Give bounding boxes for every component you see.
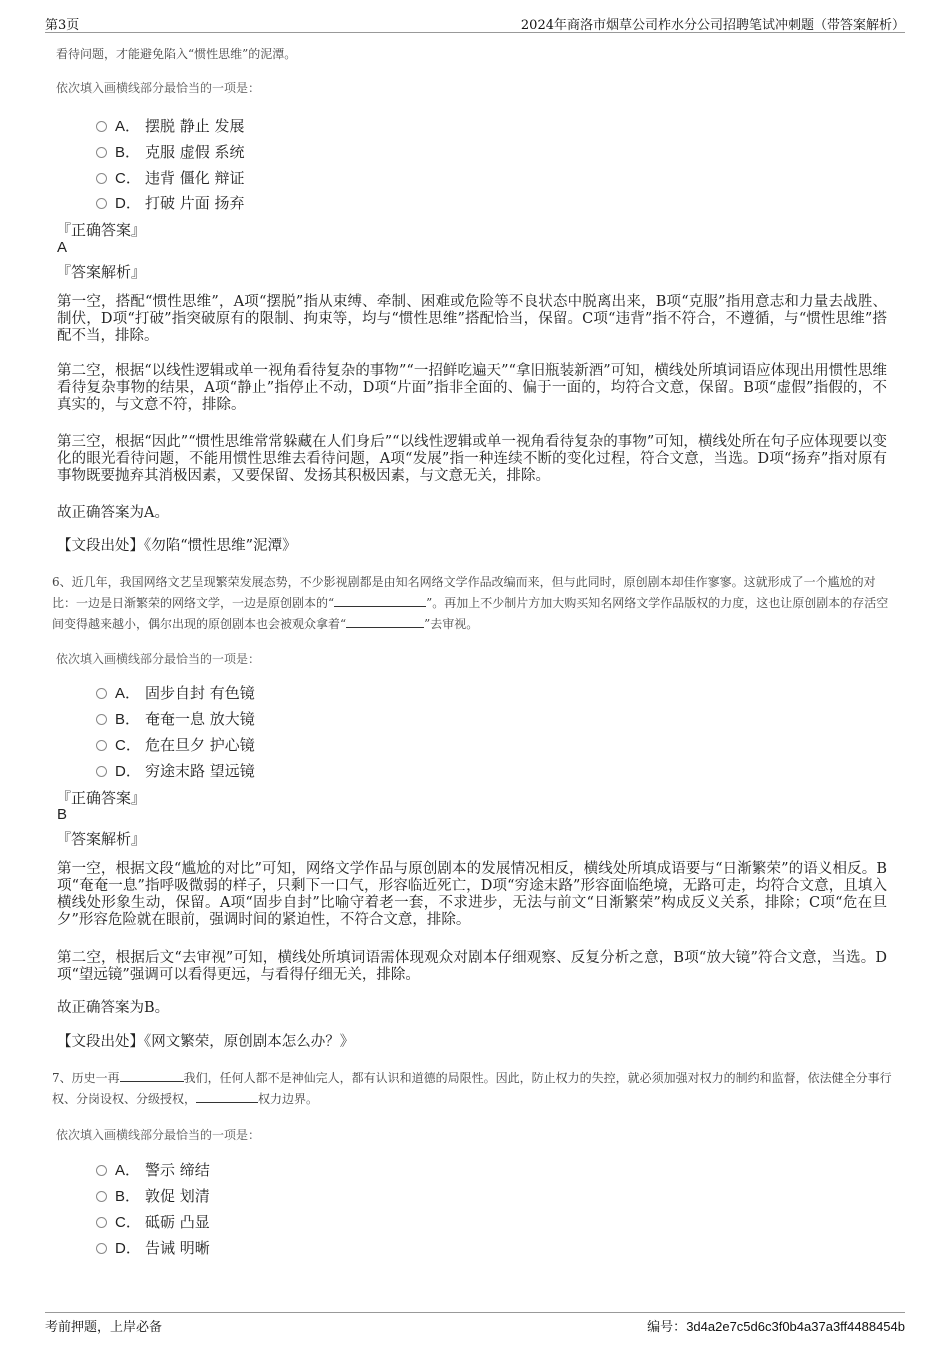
- radio-button[interactable]: [96, 147, 107, 158]
- radio-button[interactable]: [96, 714, 107, 725]
- q6-conclusion: 故正确答案为B。: [57, 1000, 170, 1016]
- q6-option-c[interactable]: C． 危在旦夕 护心镜: [96, 734, 255, 754]
- radio-button[interactable]: [96, 740, 107, 751]
- q6-number: 6、: [52, 575, 72, 589]
- q7-option-a[interactable]: A． 警示 缔结: [96, 1159, 210, 1179]
- radio-button[interactable]: [96, 1165, 107, 1176]
- fill-blank: [346, 615, 424, 628]
- radio-button[interactable]: [96, 173, 107, 184]
- q6-option-b[interactable]: B． 奄奄一息 放大镜: [96, 708, 255, 728]
- q7-option-c[interactable]: C． 砥砺 凸显: [96, 1211, 210, 1231]
- radio-button[interactable]: [96, 688, 107, 699]
- q5-source: 【文段出处】《勿陷“惯性思维”泥潭》: [57, 538, 297, 554]
- q5-answer-label: 『正确答案』: [56, 221, 147, 239]
- footer-slogan: 考前押题，上岸必备: [45, 1320, 163, 1335]
- q6-source: 【文段出处】《网文繁荣，原创剧本怎么办？》: [57, 1034, 355, 1050]
- q5-option-b[interactable]: B． 克服 虚假 系统: [96, 141, 245, 161]
- q5-analysis-p3: 第三空，根据“因此”“惯性思维常常躲藏在人们身后”“以线性逻辑或单一视角看待复杂的事物”可知，横线处所在句子应体现要以变化的眼光看待问题，不能用惯性思维去看待问题，A项“发展”指一种连续不断的变化过程，符合文意，当选。D项“扬弃”指对原有事物既要抛弃其消极因素，又要保留、发扬其积极因素，与文意无关，排除。: [57, 434, 887, 484]
- page-footer: [45, 1312, 905, 1335]
- page-header: [45, 14, 905, 33]
- radio-button[interactable]: [96, 766, 107, 777]
- q7-number: 7、: [52, 1071, 72, 1085]
- q6-option-d[interactable]: D． 穷途末路 望远镜: [96, 760, 255, 780]
- fill-blank: [334, 594, 426, 607]
- fill-blank: [196, 1090, 258, 1103]
- q5-conclusion: 故正确答案为A。: [57, 505, 169, 521]
- q6-prompt: 依次填入画横线部分最恰当的一项是：: [56, 652, 261, 666]
- q5-option-c[interactable]: C． 违背 僵化 辩证: [96, 167, 245, 187]
- radio-button[interactable]: [96, 1217, 107, 1228]
- q6-stem: 6、近几年，我国网络文艺呈现繁荣发展态势，不少影视剧都是由知名网络文学作品改编而来，但与此同时，原创剧本却佳作寥寥。这就形成了一个尴尬的对比：一边是日渐繁荣的网络文学，一边是原创剧本的“ ”。再加上不少制片方加大购买知名网络文学作品版权的力度，这也让原创剧本的存活空间变得越来越小，偶尔出现的原创剧本也会被观众拿着“ ”去审视。: [52, 575, 889, 631]
- radio-button[interactable]: [96, 1243, 107, 1254]
- q7-option-b[interactable]: B． 敦促 划清: [96, 1185, 210, 1205]
- q6-answer: B: [57, 806, 68, 823]
- radio-button[interactable]: [96, 1191, 107, 1202]
- q6-analysis-p1: 第一空，根据文段“尴尬的对比”可知，网络文学作品与原创剧本的发展情况相反，横线处所填成语要与“日渐繁荣”的语义相反。B项“奄奄一息”指呼吸微弱的样子，只剩下一口气，形容临近死亡，D项“穷途末路”形容面临绝境，无路可走，均符合文意，且填入横线处形象生动，保留。A项“固步自封”比喻守着老一套，不求进步，无法与前文“日渐繁荣”构成反义关系，排除；C项“危在旦夕”形容危险就在眼前，强调时间的紧迫性，不符合文意，排除。: [57, 861, 887, 928]
- q5-prompt: 依次填入画横线部分最恰当的一项是：: [56, 81, 261, 95]
- q5-analysis-p2: 第二空，根据“以线性逻辑或单一视角看待复杂的事物”“一招鲜吃遍天”“拿旧瓶装新酒”可知，横线处所填词语应体现出用惯性思维看待复杂事物的结果，A项“静止”指停止不动，D项“片面”指非全面的、偏于一面的，均符合文意，保留。B项“虚假”指假的，不真实的，与文意不符，排除。: [57, 363, 887, 413]
- q7-prompt: 依次填入画横线部分最恰当的一项是：: [56, 1128, 261, 1142]
- q5-analysis-p1: 第一空，搭配“惯性思维”，A项“摆脱”指从束缚、牵制、困难或危险等不良状态中脱离出来，B项“克服”指用意志和力量去战胜、制伏，D项“打破”指突破原有的限制、拘束等，均与“惯性思维”搭配恰当，保留。C项“违背”指不符合，不遵循，与“惯性思维”搭配不当，排除。: [57, 294, 887, 344]
- q6-analysis-label: 『答案解析』: [56, 830, 147, 848]
- q6-option-a[interactable]: A． 固步自封 有色镜: [96, 682, 255, 702]
- q5-answer: A: [57, 239, 68, 256]
- q5-stem-tail: 看待问题，才能避免陷入“惯性思维”的泥潭。: [56, 47, 297, 61]
- q7-option-d[interactable]: D． 告诫 明晰: [96, 1237, 210, 1257]
- q5-option-a[interactable]: A． 摆脱 静止 发展: [96, 115, 245, 135]
- radio-button[interactable]: [96, 121, 107, 132]
- q5-option-d[interactable]: D． 打破 片面 扬弃: [96, 192, 245, 212]
- fill-blank: [120, 1069, 184, 1082]
- radio-button[interactable]: [96, 198, 107, 209]
- page-number: 第3页: [45, 18, 80, 33]
- q7-stem: 7、历史一再 我们，任何人都不是神仙完人，都有认识和道德的局限性。因此，防止权力的失控，就必须加强对权力的制约和监督，依法健全分事行权、分岗设权、分级授权， 权力边界。: [52, 1071, 892, 1106]
- q6-analysis-p2: 第二空，根据后文“去审视”可知，横线处所填词语需体现观众对剧本仔细观察、反复分析之意，B项“放大镜”符合文意，当选。D项“望远镜”强调可以看得更远，与看得仔细无关，排除。: [57, 950, 887, 983]
- q5-analysis-label: 『答案解析』: [56, 263, 147, 281]
- q6-answer-label: 『正确答案』: [56, 789, 147, 807]
- document-code: 编号：3d4a2e7c5d6c3f0b4a37a3ff4488454b: [647, 1319, 905, 1335]
- document-title: 2024年商洛市烟草公司柞水分公司招聘笔试冲刺题（带答案解析）: [520, 18, 905, 33]
